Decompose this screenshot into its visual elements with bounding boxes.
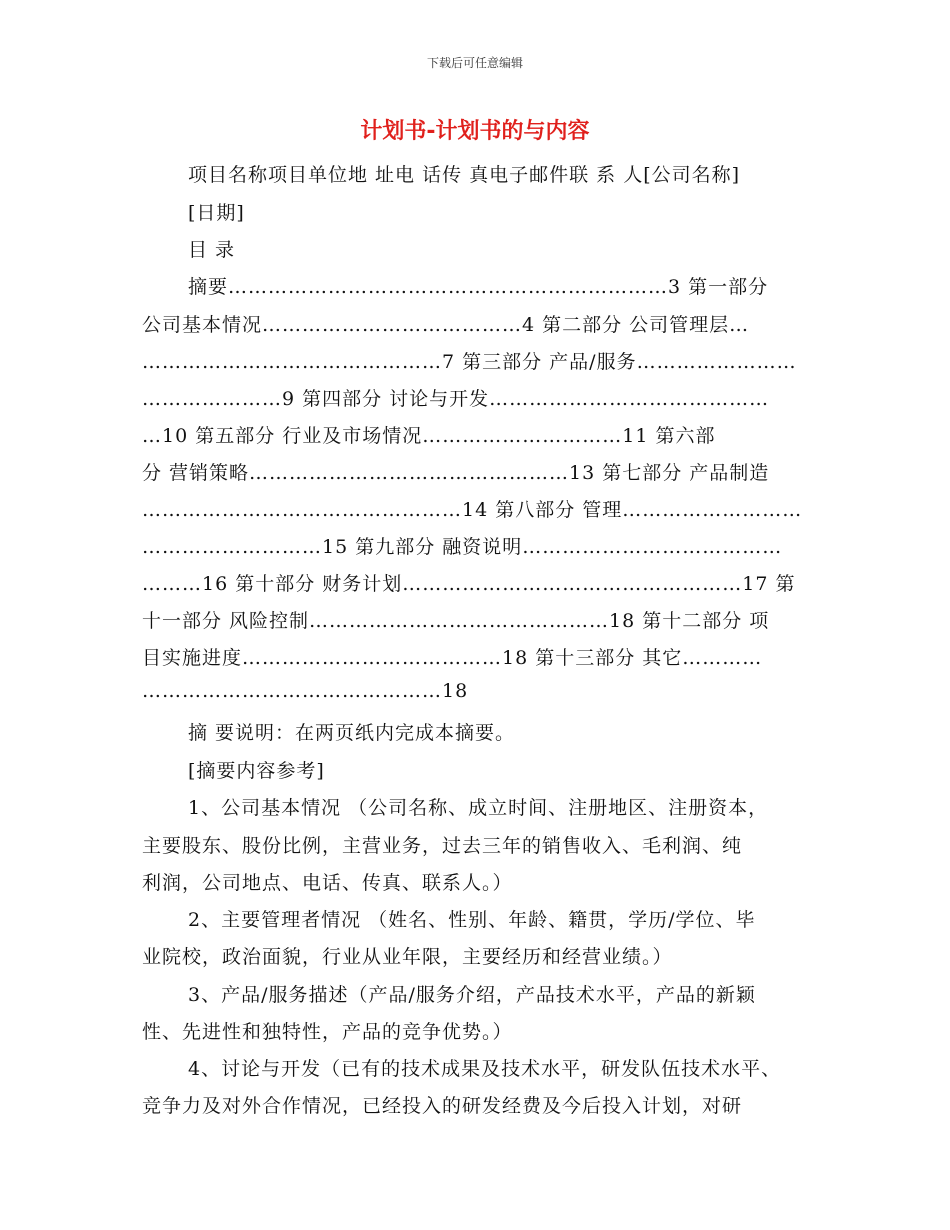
toc-line: 十一部分 风险控制………………………………………18 第十二部分 项 bbox=[142, 610, 770, 632]
paragraph-line: 1、公司基本情况 （公司名称、成立时间、注册地区、注册资本， bbox=[188, 797, 769, 819]
toc-line: ………………………………………7 第三部分 产品/服务…………………… bbox=[142, 351, 797, 373]
toc-line: …10 第五部分 行业及市场情况…………………………11 第六部 bbox=[142, 425, 716, 447]
toc-line: ………………………………………18 bbox=[142, 680, 469, 702]
summary-note: 摘 要说明：在两页纸内完成本摘要。 bbox=[188, 722, 516, 744]
toc-line: ………………………15 第九部分 融资说明………………………………… bbox=[142, 536, 783, 558]
paragraph-line: 业院校，政治面貌，行业从业年限，主要经历和经营业绩。） bbox=[142, 946, 673, 968]
toc-line: 公司基本情况…………………………………4 第二部分 公司管理层… bbox=[142, 314, 750, 336]
toc-line: 摘要…………………………………………………………3 第一部分 bbox=[188, 276, 769, 298]
paragraph-line: 3、产品/服务描述（产品/服务介绍，产品技术水平，产品的新颖 bbox=[188, 984, 756, 1006]
paragraph-line: 4、讨论与开发（已有的技术成果及技术水平，研发队伍技术水平、 bbox=[188, 1058, 782, 1080]
date-line: [日期] bbox=[188, 202, 245, 224]
paragraph-line: 利润，公司地点、电话、传真、联系人。） bbox=[142, 872, 513, 894]
paragraph-line: 竞争力及对外合作情况，已经投入的研发经费及今后投入计划，对研 bbox=[142, 1095, 743, 1117]
summary-reference-heading: [摘要内容参考] bbox=[188, 760, 325, 782]
toc-line: …………………………………………14 第八部分 管理……………………… bbox=[142, 499, 803, 521]
toc-line: ………16 第十部分 财务计划……………………………………………17 第 bbox=[142, 573, 796, 595]
toc-line: 目实施进度…………………………………18 第十三部分 其它………… bbox=[142, 647, 763, 669]
toc-line: …………………9 第四部分 讨论与开发…………………………………… bbox=[142, 388, 770, 410]
document-title: 计划书-计划书的与内容 bbox=[360, 119, 590, 144]
page-header: 下载后可任意编辑 bbox=[426, 56, 523, 70]
toc-heading: 目 录 bbox=[188, 239, 236, 261]
project-info-line: 项目名称项目单位地 址电 话传 真电子邮件联 系 人[公司名称] bbox=[188, 164, 741, 186]
paragraph-line: 性、先进性和独特性，产品的竞争优势。） bbox=[142, 1021, 513, 1043]
paragraph-line: 主要股东、股份比例，主营业务，过去三年的销售收入、毛利润、纯 bbox=[142, 835, 743, 857]
paragraph-line: 2、主要管理者情况 （姓名、性别、年龄、籍贯，学历/学位、毕 bbox=[188, 909, 756, 931]
toc-line: 分 营销策略…………………………………………13 第七部分 产品制造 bbox=[142, 462, 770, 484]
